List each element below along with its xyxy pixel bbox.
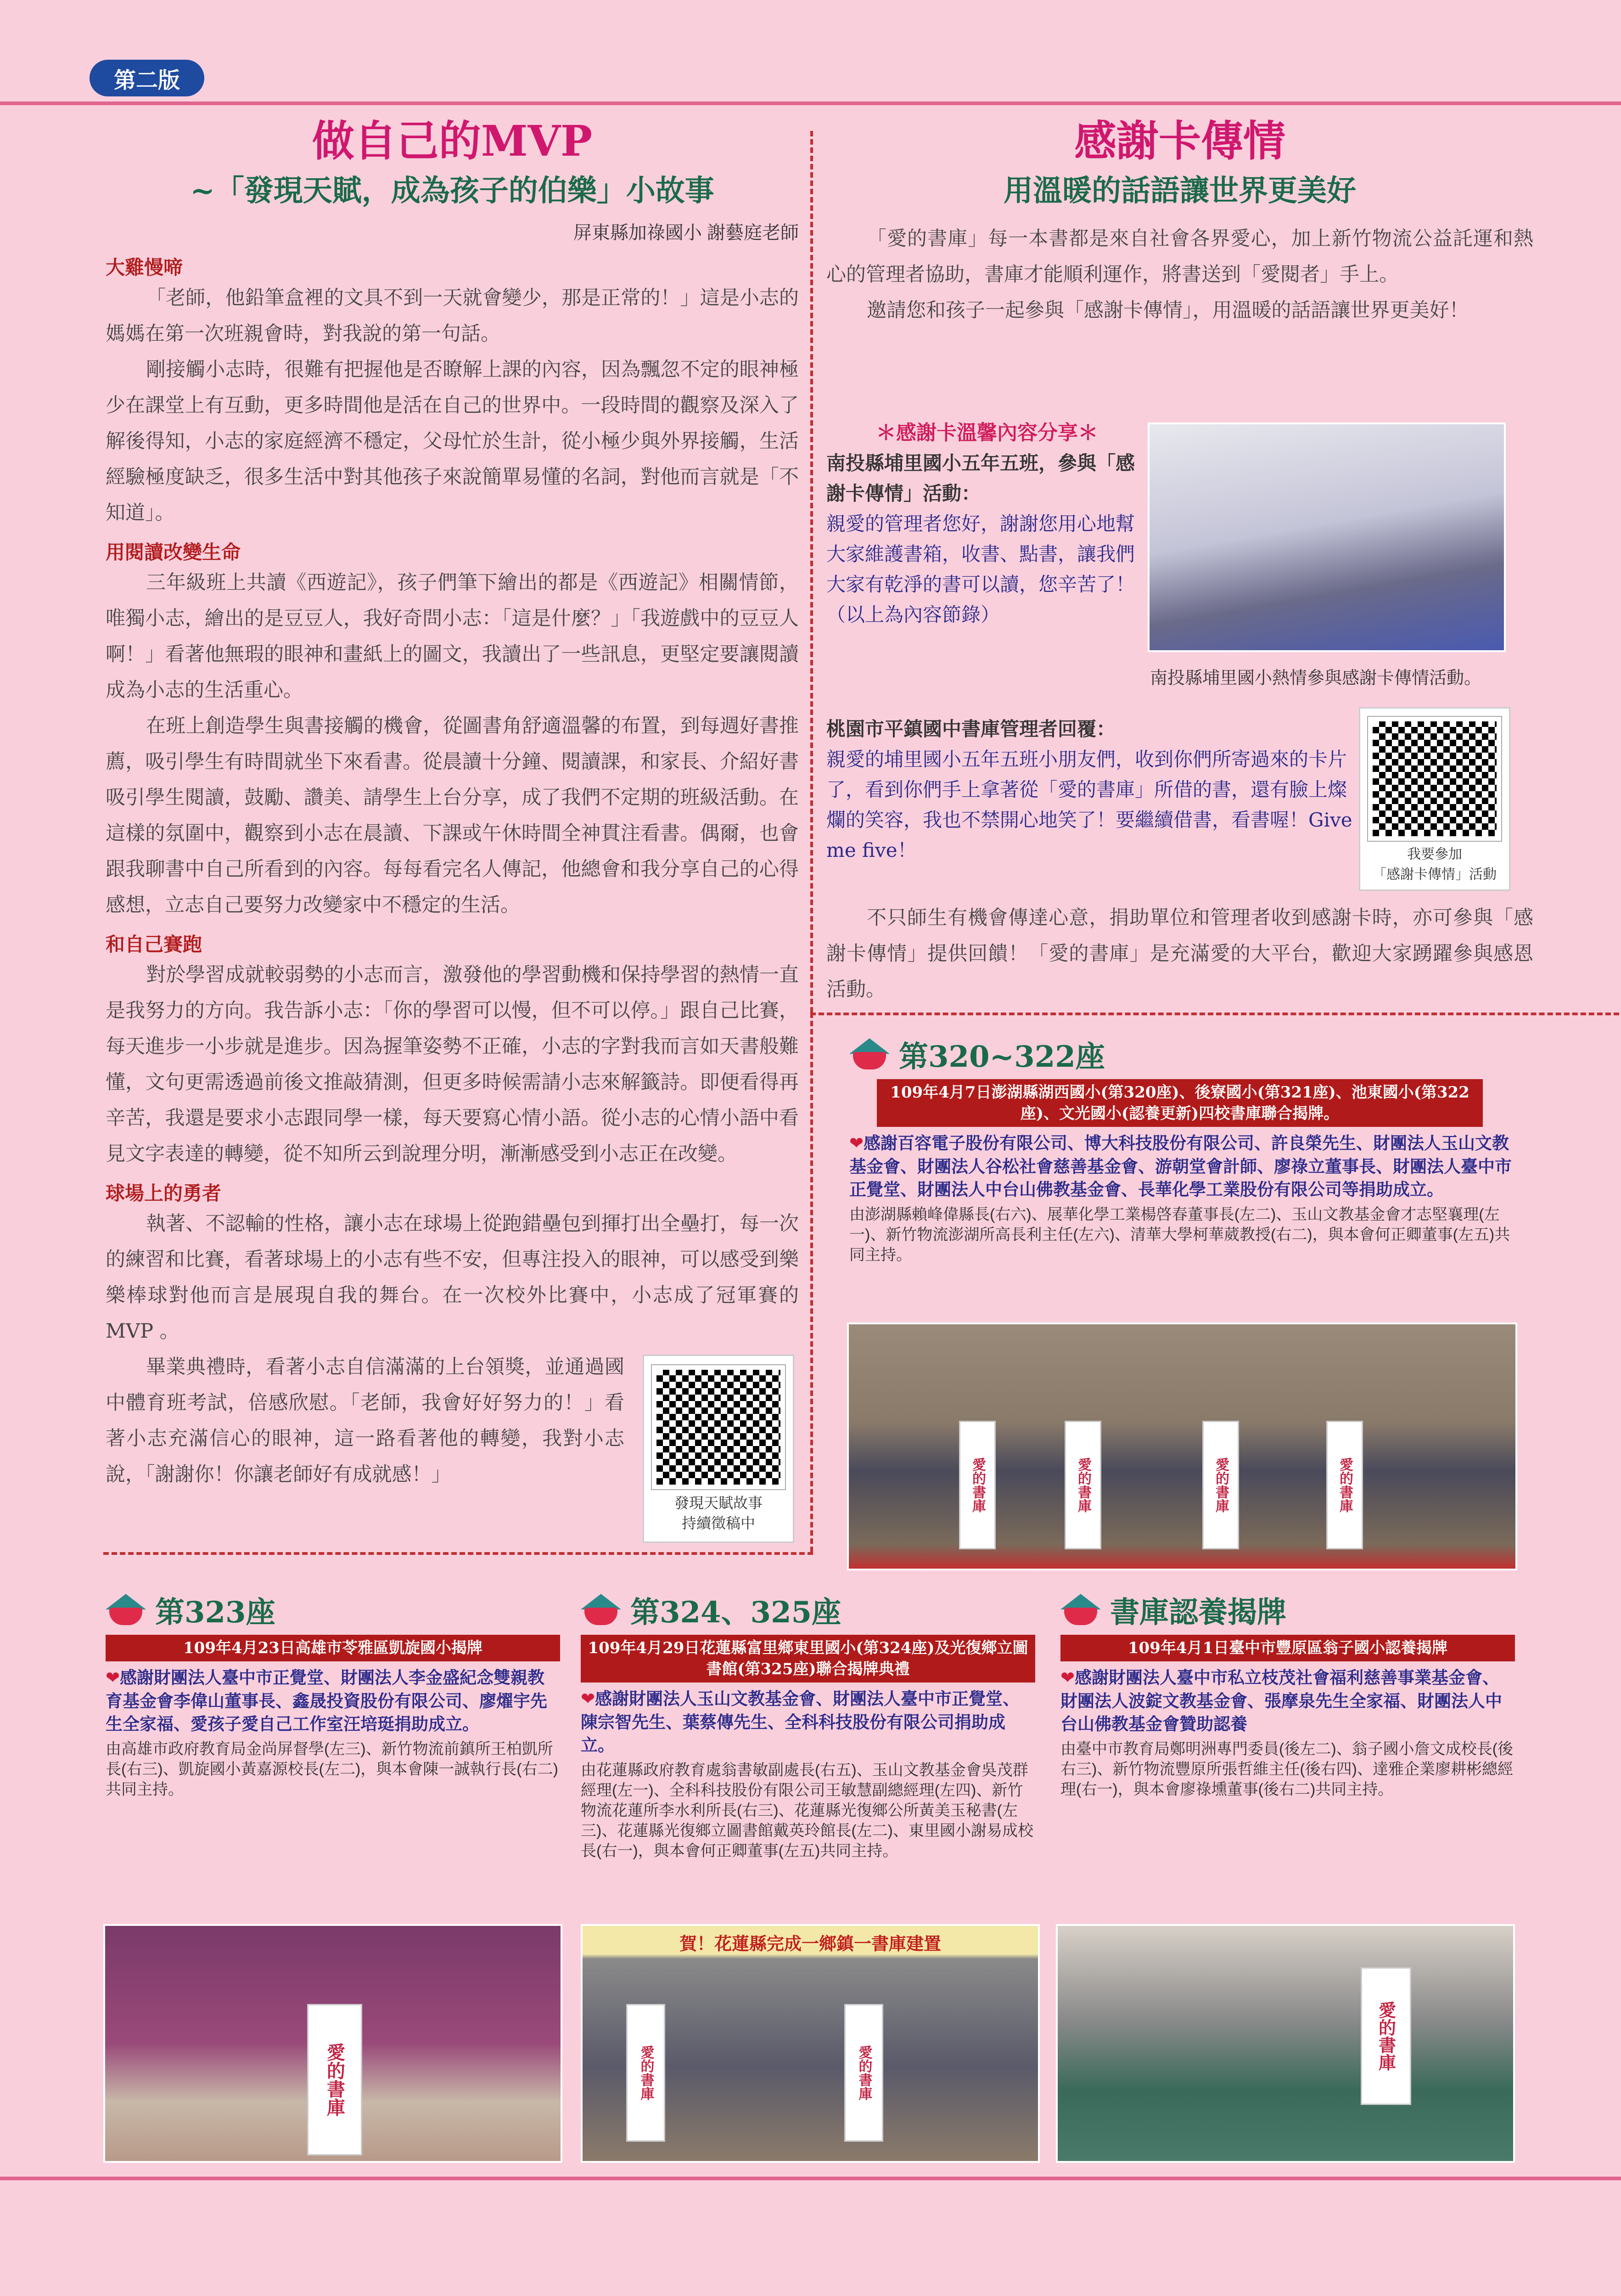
standee-sign: 愛的書庫 <box>844 2004 883 2142</box>
photo-caption: 由花蓮縣政府教育處翁書敏副處長(右五)、玉山文教基金會吳茂群經理(左一)、全科科技股份有限公司王敏慧副總經理(左四)、新竹物流花蓮所李水利所長(右三)、花蓮縣光復鄉公所黃美玉秘書(左三)、花蓮縣光復鄉立圖書館戴英玲館長(左二)、東里國小謝易成校長(右一)，與本會何正卿董事(左五)共同主持。 <box>581 1761 1033 1860</box>
book-logo-icon <box>581 1594 621 1626</box>
share-title: ＊感謝卡溫馨內容分享＊ <box>876 421 1098 445</box>
section-head-title: 第324、325座 <box>630 1595 841 1630</box>
thank-card-photo <box>1148 422 1506 652</box>
sponsor-text <box>1060 1666 1515 1735</box>
share-school: 南投縣埔里國小五年五班，參與「感謝卡傳情」活動： <box>826 452 1135 505</box>
reply-title: 桃園市平鎮國中書庫管理者回覆： <box>826 718 1116 740</box>
paragraph: 在班上創造學生與書接觸的機會，從圖書角舒適溫馨的布置，到每週好書推薦，吸引學生有時間就坐下來看書。從晨讀十分鐘、閱讀課，和家長、介紹好書吸引學生閱讀，鼓勵、讚美、請學生上台分享，成了我們不定期的班級活動。在這樣的氛圍中，觀察到小志在晨讀、下課或午休時間全神貫注看書。偶爾，也會跟我聊書中自己所看到的內容。每每看完名人傳記，他總會和我分享自己的心得感想，立志自己要努力改變家中不穩定的生活。 <box>106 715 799 917</box>
paragraph: 「愛的書庫」每一本書都是來自社會各界愛心，加上新竹物流公益託運和熱心的管理者協助，書庫才能順利運作，將書送到「愛閱者」手上。 <box>826 227 1533 286</box>
book-logo-icon <box>106 1594 146 1626</box>
section-heading: 大雞慢啼 <box>106 256 183 279</box>
section-head <box>106 1589 560 1631</box>
article-author: 屏東縣加祿國小 謝藝庭老師 <box>573 223 799 243</box>
photo-caption: 由臺中市教育局鄭明洲專門委員(後左二)、翁子國小詹文成校長(後右三)、新竹物流豐原所張哲維主任(後右四)、達雅企業廖耕彬總經理(右一)，與本會廖祿壎董事(後右二)共同主持。 <box>1060 1740 1513 1798</box>
left-article <box>106 115 799 1492</box>
heart-icon: ❤ <box>1060 1668 1075 1688</box>
qr-box <box>643 1355 794 1543</box>
left-bottom-divider <box>103 1552 813 1555</box>
sponsor-body: 感謝百容電子股份有限公司、博大科技股份有限公司、許良榮先生、財團法人玉山文教基金會、財團法人谷松社會慈善基金會、游朝堂會計師、廖祿立董事長、財團法人臺中市正覺堂、財團法人中台山佛教基金會、長華化學工業股份有限公司等捐助成立。 <box>849 1133 1512 1199</box>
standee-sign: 愛的書庫 <box>1326 1421 1363 1549</box>
article-title: 做自己的MVP <box>312 116 593 166</box>
sponsor-body: 感謝財團法人臺中市私立枝茂社會福利慈善事業基金會、財團法人波錠文教基金會、張摩泉先生全家福、財團法人中台山佛教基金會贊助認養 <box>1060 1667 1502 1734</box>
event-banner: 109年4月29日花蓮縣富里鄉東里國小(第324座)及光復鄉立圖書館(第325座)聯合揭牌典禮 <box>581 1635 1035 1683</box>
photo-caption: 由高雄市政府教育局金尚屏督學(左三)、新竹物流前鎮所王柏凱所長(右三)、凱旋國小黃嘉源校長(左二)，與本會陳一誠執行長(右二)共同主持。 <box>106 1740 558 1798</box>
section-head-title: 第323座 <box>155 1595 275 1630</box>
qr-code[interactable] <box>1368 717 1501 841</box>
seat-323-photo <box>103 1924 562 2163</box>
standee-sign: 愛的書庫 <box>1202 1421 1239 1549</box>
reply-block <box>826 714 1354 866</box>
section-heading: 用閱讀改變生命 <box>106 541 241 563</box>
top-divider <box>0 101 1621 105</box>
photo-caption: 由澎湖縣賴峰偉縣長(右六)、展華化學工業楊啓春董事長(左二)、玉山文教基金會才志堅襄理(左一)、新竹物流澎湖所高長利主任(左六)、清華大學柯華葳教授(右二)，與本會何正卿董事(左五)共同主持。 <box>849 1206 1510 1264</box>
column-divider-lower <box>810 1013 813 1552</box>
paragraph: 「老師，他鉛筆盒裡的文具不到一天就會變少，那是正常的！」這是小志的媽媽在第一次班親會時，對我說的第一句話。 <box>106 287 799 345</box>
section-head-title: 書庫認養揭牌 <box>1110 1595 1286 1630</box>
event-banner: 109年4月23日高雄市苓雅區凱旋國小揭牌 <box>106 1635 560 1661</box>
standee-sign: 愛的書庫 <box>626 2004 665 2142</box>
article-subtitle: ~「發現天賦，成為孩子的伯樂」小故事 <box>190 174 714 208</box>
page-badge: 第二版 <box>90 60 204 96</box>
seat-323-section <box>106 1589 560 1800</box>
paragraph: 邀請您和孩子一起參與「感謝卡傳情」，用溫暖的話語讓世界更美好！ <box>867 299 1469 322</box>
adopt-section <box>1060 1589 1515 1800</box>
section-heading: 和自己賽跑 <box>106 933 202 956</box>
section-head <box>1060 1589 1515 1631</box>
reply-body: 親愛的埔里國小五年五班小朋友們，收到你們所寄過來的卡片了，看到你們手上拿著從「愛的書庫」所借的書，還有臉上燦爛的笑容，我也不禁開心地笑了！要繼續借書，看書喔！Give me five！ <box>826 748 1352 861</box>
sponsor-body: 感謝財團法人玉山文教基金會、財團法人臺中市正覺堂、陳宗智先生、葉蔡傳先生、全科科技股份有限公司捐助成立。 <box>581 1688 1020 1755</box>
standee-sign: 愛的書庫 <box>959 1421 996 1549</box>
paragraph: 剛接觸小志時，很難有把握他是否瞭解上課的內容，因為飄忽不定的眼神極少在課堂上有互動，更多時間他是活在自己的世界中。一段時間的觀察及深入了解後得知，小志的家庭經濟不穩定，父母忙於生計，從小極少與外界接觸，生活經驗極度缺乏，很多生活中對其他孩子來說簡單易懂的名詞，對他而言就是「不知道」。 <box>106 358 799 524</box>
share-body: 親愛的管理者您好，謝謝您用心地幫大家維護書箱，收書、點書，讓我們大家有乾淨的書可以讀，您辛苦了！（以上為內容節錄） <box>826 512 1135 626</box>
adopt-photo <box>1056 1924 1515 2163</box>
standee-sign: 愛的書庫 <box>1361 1967 1411 2105</box>
seat-324-section <box>581 1589 1035 1861</box>
section-head-title: 第320~322座 <box>899 1040 1105 1074</box>
standee-sign: 愛的書庫 <box>1065 1421 1101 1549</box>
section-head <box>581 1589 1035 1631</box>
standee-sign: 愛的書庫 <box>307 2004 362 2155</box>
paragraph: 對於學習成就較弱勢的小志而言，激發他的學習動機和保持學習的熱情一直是我努力的方向。我告訴小志：「你的學習可以慢，但不可以停。」跟自己比賽，每天進步一小步就是進步。因為握筆姿勢不正確，小志的字對我而言如天書般難懂，文句更需透過前後文推敲猜測，但更多時候需請小志來解籤詩。即便看得再辛苦，我還是要求小志跟同學一樣，每天要寫心情小語。從小志的心情小語中看見文字表達的轉變，從不知所云到說理分明，漸漸感受到小志正在改變。 <box>106 963 799 1165</box>
photo-banner: 賀！花蓮縣完成一鄉鎮一書庫建置 <box>679 1933 941 1954</box>
heart-icon: ❤ <box>849 1133 864 1153</box>
event-banner: 109年4月7日澎湖縣湖西國小(第320座)、後寮國小(第321座)、池東國小(第322座)、文光國小(認養更新)四校書庫聯合揭牌。 <box>877 1079 1483 1127</box>
sponsor-text <box>849 1131 1515 1201</box>
qr-box <box>1359 707 1510 891</box>
qr-caption: 發現天賦故事 <box>674 1495 763 1511</box>
column-divider <box>810 131 813 1013</box>
bottom-divider <box>0 2177 1621 2180</box>
book-logo-icon <box>1060 1594 1101 1626</box>
seat-324-photo <box>581 1924 1040 2163</box>
seat-320-photo <box>847 1322 1517 1570</box>
section-head <box>849 1033 1515 1075</box>
qr-code[interactable] <box>652 1365 785 1489</box>
article-title: 感謝卡傳情 <box>1074 116 1285 166</box>
sponsor-body: 感謝財團法人臺中市正覺堂、財團法人李金盛紀念雙親教育基金會李偉山董事長、鑫晟投資股份有限公司、廖燿宇先生全家福、愛孩子愛自己工作室汪培珽捐助成立。 <box>106 1667 547 1734</box>
sponsor-text <box>581 1687 1035 1756</box>
qr-caption: 我要參加 <box>1407 847 1462 862</box>
paragraph: 不只師生有機會傳達心意，捐助單位和管理者收到感謝卡時，亦可參與「感謝卡傳情」提供回饋！「愛的書庫」是充滿愛的大平台，歡迎大家踴躍參與感恩活動。 <box>826 906 1533 1001</box>
sponsor-text <box>106 1666 560 1735</box>
share-block <box>826 418 1148 630</box>
photo-caption: 南投縣埔里國小熱情參與感謝卡傳情活動。 <box>1150 669 1482 688</box>
book-logo-icon <box>849 1038 890 1070</box>
section-divider <box>810 1013 1621 1015</box>
qr-caption: 「感謝卡傳情」活動 <box>1373 867 1497 882</box>
event-banner: 109年4月1日臺中市豐原區翁子國小認養揭牌 <box>1060 1635 1515 1661</box>
qr-caption: 持續徵稿中 <box>681 1515 755 1531</box>
paragraph: 三年級班上共讀《西遊記》，孩子們筆下繪出的都是《西遊記》相關情節，唯獨小志，繪出的是豆豆人，我好奇問小志：「這是什麼？」「我遊戲中的豆豆人啊！」看著他無瑕的眼神和畫紙上的圖文，我讀出了一些訊息，更堅定要讓閱讀成為小志的生活重心。 <box>106 571 799 702</box>
article-subtitle: 用溫暖的話語讓世界更美好 <box>1004 174 1356 208</box>
paragraph: 執著、不認輸的性格，讓小志在球場上從跑錯壘包到揮打出全壘打，每一次的練習和比賽，看著球場上的小志有些不安，但專注投入的眼神，可以感受到樂樂棒球對他而言是展現自我的舞台。在一次校外比賽中，小志成了冠軍賽的 MVP 。 <box>106 1212 799 1343</box>
heart-icon: ❤ <box>106 1668 120 1688</box>
right-article <box>826 115 1533 328</box>
seat-320-section <box>849 1033 1515 1265</box>
heart-icon: ❤ <box>581 1689 595 1709</box>
section-heading: 球場上的勇者 <box>106 1182 222 1204</box>
paragraph: 畢業典禮時，看著小志自信滿滿的上台領獎，並通過國中體育班考試，倍感欣慰。「老師，我會好好努力的！」看著小志充滿信心的眼神，這一路看著他的轉變，我對小志說，「謝謝你！你讓老師好有成就感！」 <box>106 1356 624 1486</box>
